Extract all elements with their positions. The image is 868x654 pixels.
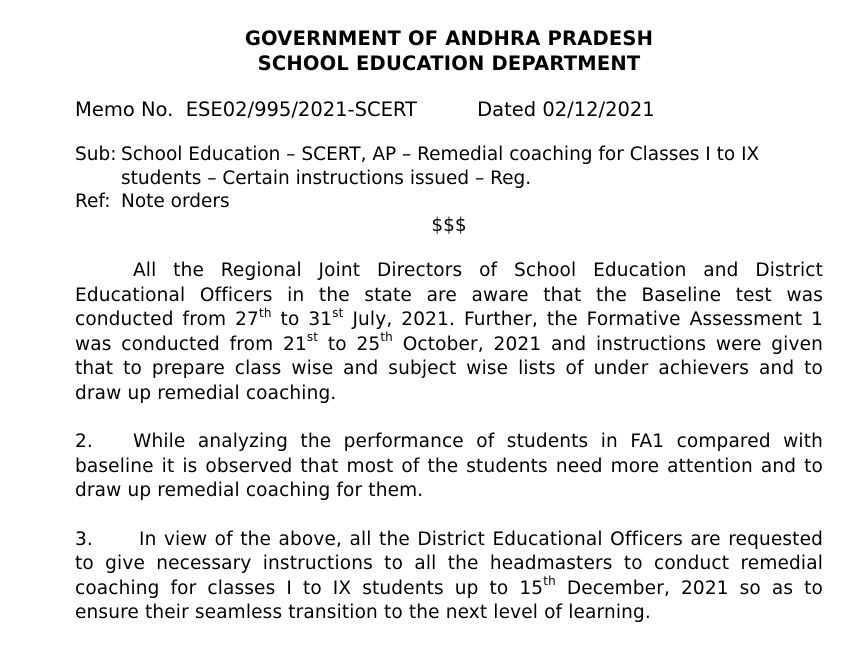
memo-date: Dated 02/12/2021 xyxy=(477,98,655,121)
memo-line xyxy=(75,97,823,123)
paragraph-3 xyxy=(75,528,823,626)
paragraph-3-number: 3. xyxy=(75,528,93,550)
paragraph-1-sup-4: th xyxy=(380,330,393,345)
paragraph-1-text-a: All the Regional Joint Directors of School Education and District Educational Officers in the state are aware that the Baseline test was conducted from 27 xyxy=(75,260,823,330)
reference-label: Ref: xyxy=(75,191,111,212)
header-department-title: SCHOOL EDUCATION DEPARTMENT xyxy=(257,52,641,75)
paragraph-1-text-d: to 25 xyxy=(318,333,381,355)
document-header xyxy=(75,26,823,76)
paragraph-1-text-b: to 31 xyxy=(271,309,333,330)
subject-text: School Education – SCERT, AP – Remedial coaching for Classes I to IX students – Certain instructions issued – Reg. xyxy=(121,144,760,189)
paragraph-1-text-e: October, 2021 and instructions were given that to prepare class wise and subject wise lists of under achievers and to draw up remedial coaching. xyxy=(75,333,823,404)
paragraph-2-text: While analyzing the performance of students in FA1 compared with baseline it is observed that most of the students need more attention and to draw up remedial coaching for them. xyxy=(75,431,823,501)
reference-row xyxy=(75,190,823,214)
paragraph-3-sup-1: th xyxy=(543,574,556,589)
separator-mark: $$$ xyxy=(431,214,467,236)
paragraph-2 xyxy=(75,430,823,504)
subject-label: Sub: xyxy=(75,144,117,165)
subject-block xyxy=(75,143,823,237)
paragraph-1-sup-2: st xyxy=(332,305,344,320)
paragraph-1-sup-3: st xyxy=(306,330,319,345)
paragraph-1 xyxy=(75,259,823,406)
memo-number: Memo No. ESE02/995/2021-SCERT xyxy=(75,98,417,121)
memo-document xyxy=(75,26,823,626)
reference-text: Note orders xyxy=(121,191,230,212)
paragraph-3-text-a: In view of the above, all the District Educational Officers are requested to give necessary instructions to all the headmasters to conduct remedial coaching for classes I to IX students up to 15 xyxy=(75,528,823,599)
paragraph-2-number: 2. xyxy=(75,431,93,452)
subject-row xyxy=(75,143,823,190)
paragraph-1-sup-1: th xyxy=(258,305,272,320)
header-government-title: GOVERNMENT OF ANDHRA PRADESH xyxy=(244,27,654,50)
paragraph-1-text-c: July, 2021. Further, the Formative Assessment 1 was conducted from 21 xyxy=(75,309,823,355)
paragraph-3-text-b: December, 2021 so as to ensure their seamless transition to the next level of learning. xyxy=(75,577,824,623)
